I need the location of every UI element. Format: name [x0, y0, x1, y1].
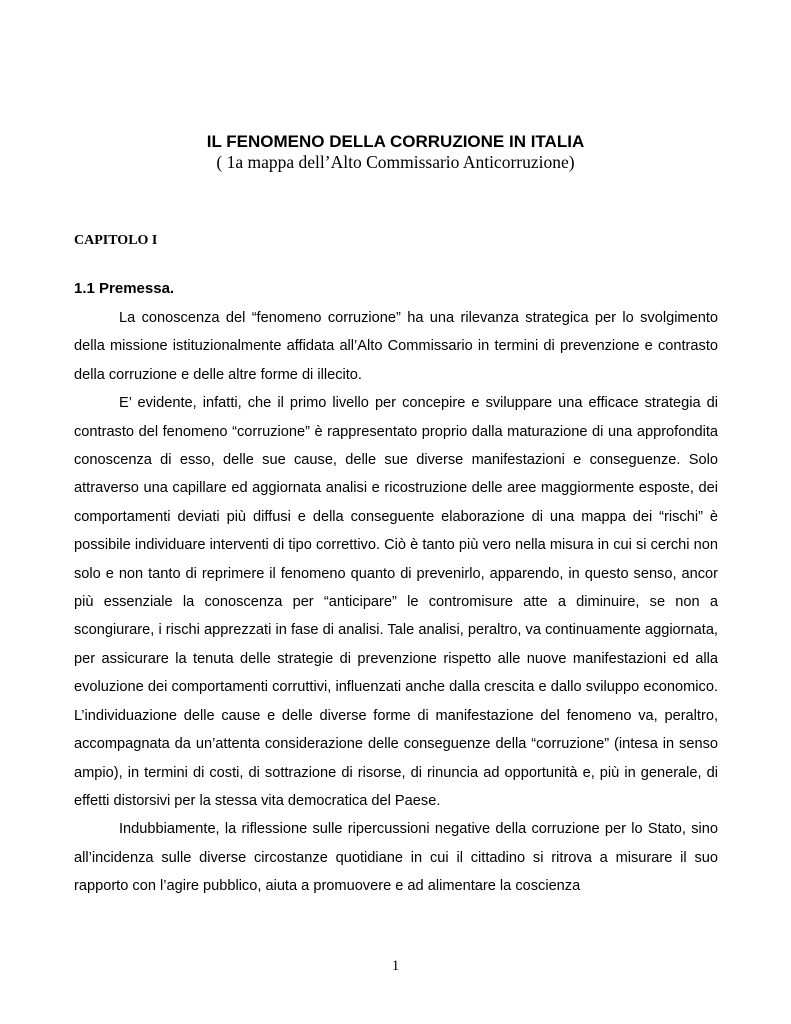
paragraph-2: E’ evidente, infatti, che il primo livello per concepire e sviluppare una efficace strategia di contrasto del fenomeno “corruzione” è rappresentato proprio dalla maturazione di una approfondita conoscenza di esso, delle sue cause, delle sue diverse manifestazioni e conseguenze. Solo attraverso una capillare ed aggiornata analisi e ricostruzione delle aree maggiormente esposte, dei comportamenti deviati più diffusi e della conseguente elaborazione di una mappa dei “rischi” è possibile individuare interventi di tipo correttivo. Ciò è tanto più vero nella misura in cui si cerchi non solo e non tanto di reprimere il fenomeno quanto di prevenirlo, apparendo, in questo senso, ancor più essenziale la conoscenza per “anticipare” le contromisure atte a diminuire, se non a scongiurare, i rischi apprezzati in fase di analisi. Tale analisi, peraltro, va continuamente aggiornata, per assicurare la tenuta delle strategie di prevenzione rispetto alle nuove manifestazioni ed alla evoluzione dei comportamenti corruttivi, influenzati anche dalla crescita e dallo sviluppo economico. L’individuazione delle cause e delle diverse forme di manifestazione del fenomeno va, peraltro, accompagnata da un’attenta considerazione delle conseguenze della “corruzione” (intesa in senso ampio), in termini di costi, di sottrazione di risorse, di rinuncia ad opportunità e, più in generale, di effetti distorsivi per la stessa vita democratica del Paese.: [74, 395, 718, 809]
document-subtitle: ( 1a mappa dell’Alto Commissario Anticorruzione): [216, 152, 575, 172]
paragraph-3: Indubbiamente, la riflessione sulle ripercussioni negative della corruzione per lo Stato, sino all’incidenza sulle diverse circostanze quotidiane in cui il cittadino si ritrova a misurare il suo rapporto con l’agire pubblico, aiuta a promuovere e ad alimentare la coscienza: [74, 821, 718, 895]
section-heading: 1.1 Premessa.: [74, 280, 175, 297]
document-title: IL FENOMENO DELLA CORRUZIONE IN ITALIA: [206, 132, 585, 151]
page-number: 1: [391, 958, 400, 974]
chapter-heading: CAPITOLO I: [74, 233, 158, 248]
body-text: [74, 304, 718, 901]
paragraph-1: La conoscenza del “fenomeno corruzione” ha una rilevanza strategica per lo svolgimento della missione istituzionalmente affidata all’Alto Commissario in termini di prevenzione e contrasto della corruzione e delle altre forme di illecito.: [74, 310, 718, 383]
